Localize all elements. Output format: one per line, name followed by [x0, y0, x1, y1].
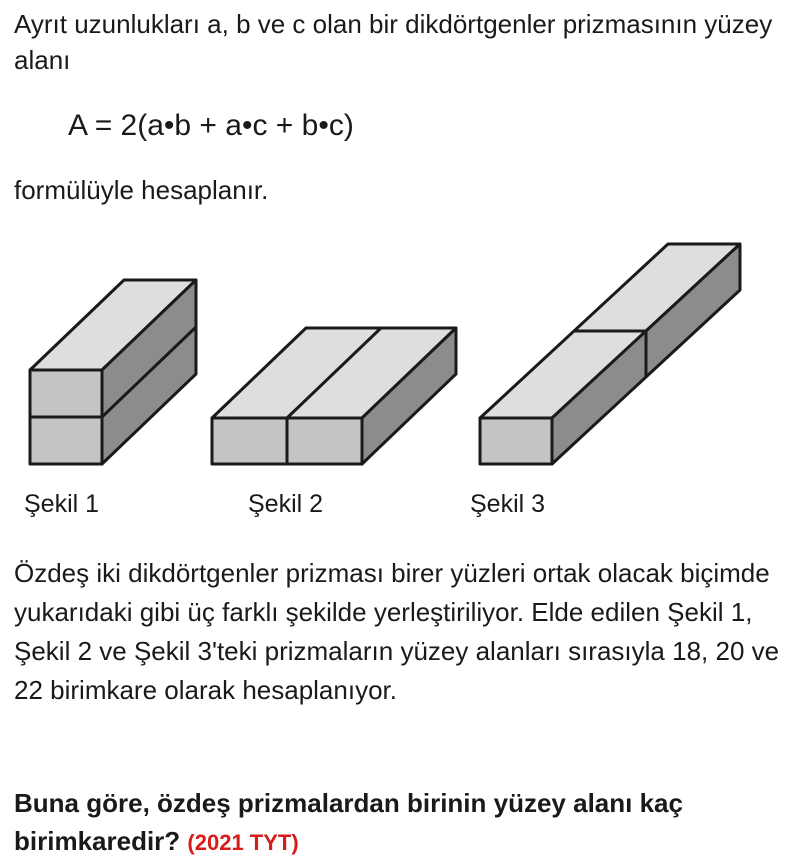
exam-source-tag: (2021 TYT): [187, 830, 299, 855]
problem-body: Özdeş iki dikdörtgenler prizması birer yüzleri ortak olacak biçimde yukarıdaki gibi üç farklı şekilde yerleştiriliyor. Elde edilen Şekil 1, Şekil 2 ve Şekil 3'teki prizmaların yüzey alanları sırasıyla 18, 20 ve 22 birimkare olarak hesaplanıyor.: [14, 558, 780, 705]
figure-3-front-face: [480, 418, 552, 464]
figure-2-label: Şekil 2: [248, 490, 324, 518]
formula-tail-text: formülüyle hesaplanır.: [14, 175, 269, 205]
figure-1-label: Şekil 1: [24, 490, 100, 518]
prism-figures: [0, 230, 800, 530]
problem-intro: Ayrıt uzunlukları a, b ve c olan bir dikdörtgenler prizmasının yüzey alanı: [14, 9, 773, 75]
question-block: [14, 784, 794, 862]
question-text: Buna göre, özdeş prizmalardan birinin yüzey alanı kaç birimkaredir?: [14, 788, 683, 856]
figure-3-label: Şekil 3: [470, 490, 546, 518]
figure-1-stacked-prisms: [30, 280, 196, 464]
figure-2-side-by-side-prisms: [212, 328, 456, 464]
surface-area-formula: A = 2(a•b + a•c + b•c): [68, 109, 354, 142]
figure-3-end-to-end-prisms: [480, 244, 740, 464]
